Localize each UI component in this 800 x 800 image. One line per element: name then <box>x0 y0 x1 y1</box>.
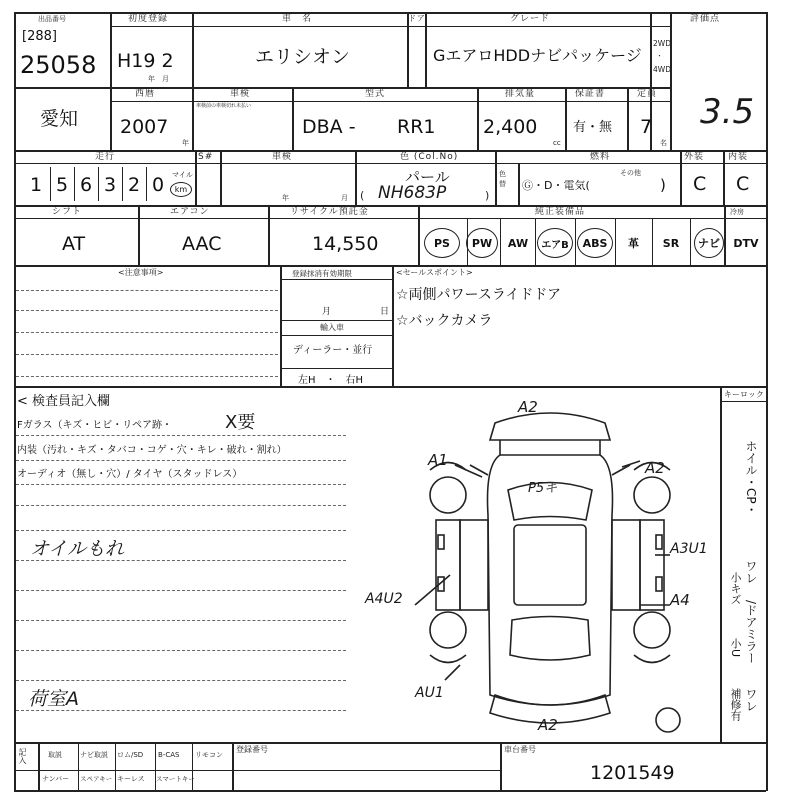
side-note-1: ホイル・CP・ <box>744 440 758 516</box>
rule <box>192 12 194 87</box>
damage-mark: A4 <box>670 591 690 609</box>
rule <box>280 368 392 369</box>
rule <box>425 12 427 87</box>
drive-2wd: 2WD <box>653 39 671 48</box>
inspection-month-unit: 月 <box>341 194 348 202</box>
displacement-label: 排気量 <box>505 89 536 99</box>
import-label: 輸入車 <box>320 323 344 332</box>
option-dtv: DTV <box>733 236 759 250</box>
rule <box>110 26 670 27</box>
rule <box>78 742 79 790</box>
rule <box>565 87 567 150</box>
rule <box>74 167 75 201</box>
glass-mark: X要 <box>225 412 256 433</box>
mileage-unit-km: km <box>174 185 188 194</box>
inspection-year-unit: 年 <box>282 194 289 202</box>
acc-smart-key: スマートキー <box>156 775 195 783</box>
recycle-value: 14,550 <box>312 233 379 255</box>
rule <box>535 218 536 265</box>
rule <box>38 742 40 790</box>
car-name: エリシオン <box>255 46 351 68</box>
rule <box>146 167 147 201</box>
rule <box>14 265 766 267</box>
rule <box>14 12 766 14</box>
evaluation-score: 3.5 <box>700 92 755 132</box>
inspector-line-3: オーディオ（無し・穴）/ タイヤ（スタッドレス） <box>17 469 243 480</box>
chassis-number: 1201549 <box>590 762 675 784</box>
dotted-rule <box>16 484 346 485</box>
color-label: 色 (Col.No) <box>400 152 459 162</box>
lot-number: 25058 <box>20 51 97 79</box>
rule <box>14 87 670 89</box>
dotted-rule <box>16 650 346 651</box>
color-code: NH683P <box>378 183 447 203</box>
model-code: RR1 <box>397 116 436 138</box>
rule <box>14 790 766 792</box>
rule <box>495 150 497 205</box>
grade-label: グレード <box>510 14 551 24</box>
color-change-label: 色替 <box>499 170 506 188</box>
damage-mark: A2 <box>538 716 558 734</box>
side-note-7: 補修有 <box>729 688 742 721</box>
auction-venue-label: 出品番号 <box>38 15 66 23</box>
inspector-line-2: 内装（汚れ・キズ・タバコ・コゲ・穴・キレ・破れ・割れ） <box>17 445 287 456</box>
rule <box>98 167 99 201</box>
drive-4wd: 4WD <box>653 65 671 74</box>
chassis-label: 車台番号 <box>504 745 536 754</box>
acc-remote: リモコン <box>195 751 223 759</box>
fuel: Ⓖ・D・電気( <box>522 179 590 192</box>
damage-mark: A1 <box>428 451 448 469</box>
dotted-rule <box>16 460 346 461</box>
rule <box>195 150 197 205</box>
door-label: ドア <box>408 14 426 23</box>
mileage-label: 走行 <box>95 152 116 162</box>
side-note-4: /ドアミラー <box>744 600 758 665</box>
shift-value: AT <box>62 233 86 255</box>
aircon-value: AAC <box>182 233 222 255</box>
dotted-rule <box>16 710 346 711</box>
keylock-label: キーロック <box>724 390 764 399</box>
grade: GエアロHDDナビパッケージ <box>433 46 642 65</box>
rule <box>14 205 766 207</box>
rule <box>477 87 479 150</box>
handwritten-cargo: 荷室A <box>28 688 79 710</box>
bottom-left-label: 記入 <box>18 748 27 764</box>
rule <box>110 12 112 150</box>
dotted-rule <box>16 332 278 333</box>
rule <box>232 742 234 790</box>
car-name-label: 車 名 <box>282 14 313 24</box>
rule <box>723 150 725 205</box>
side-note-5: ワレ <box>744 688 758 712</box>
rule <box>392 265 394 386</box>
mileage-digit: 2 <box>128 174 141 196</box>
memo-label: 登録抹消有効期限 <box>292 269 352 278</box>
displacement: 2,400 <box>483 116 538 138</box>
color-paren-left: ( <box>360 189 365 202</box>
rule <box>14 770 500 771</box>
color-paren-right: ) <box>485 189 490 202</box>
damage-mark: AU1 <box>415 685 444 701</box>
rule <box>627 87 629 150</box>
car-damage-diagram <box>365 395 708 740</box>
cooler-label: 冷房 <box>730 208 744 216</box>
inspector-line-1: Fガラス（キズ・ヒビ・リペア跡・ <box>17 420 173 431</box>
rule <box>14 386 766 388</box>
memo-day: 日 <box>380 307 390 317</box>
damage-mark: A2 <box>518 398 538 416</box>
rule <box>14 742 766 744</box>
mileage-digit: 5 <box>56 174 69 196</box>
fuel-label: 燃料 <box>590 152 611 162</box>
dotted-rule <box>16 560 346 561</box>
sales-label: <セールスポイント> <box>396 268 473 277</box>
option-abs: ABS <box>577 228 613 258</box>
damage-mark: A3U1 <box>670 541 708 557</box>
handle-side: 左H ・ 右H <box>298 375 364 386</box>
options-label: 純正装備品 <box>535 207 586 217</box>
inspection-note: 車検前の車検切れ未払い <box>196 103 252 109</box>
rule <box>220 150 222 205</box>
dotted-rule <box>16 354 278 355</box>
mileage-digit: 1 <box>30 174 43 196</box>
capacity: 7 <box>640 116 653 138</box>
notes-label: <注意事項> <box>118 268 164 277</box>
first-reg: H19 2 <box>117 50 174 72</box>
dotted-rule <box>16 376 278 377</box>
recycle-label: リサイクル預託金 <box>290 207 369 217</box>
rule <box>518 163 520 205</box>
rule <box>575 218 576 265</box>
exterior-label: 外装 <box>684 152 705 162</box>
rule <box>280 320 392 321</box>
first-reg-label: 初度登録 <box>128 14 169 24</box>
capacity-unit: 名 <box>660 139 667 147</box>
shift-label: シフト <box>52 207 83 217</box>
mileage-unit-mile: マイル <box>172 171 193 179</box>
rule <box>280 279 392 280</box>
dotted-rule <box>16 680 346 681</box>
acc-rom: ロム/SD <box>117 751 144 759</box>
lot-code: [288] <box>22 29 57 44</box>
acc-spare-key: スペアキー <box>80 775 113 783</box>
dotted-rule <box>16 505 346 506</box>
option-sr: SR <box>662 236 680 250</box>
handwritten-oil-leak: オイルもれ <box>30 538 125 560</box>
first-reg-unit: 年 月 <box>148 75 169 83</box>
interior-grade: C <box>736 173 750 195</box>
acc-manual: 取説 <box>48 751 62 759</box>
mileage-digit: 0 <box>152 174 165 196</box>
exterior-grade: C <box>693 173 707 195</box>
option-ps: PS <box>424 228 460 258</box>
rule <box>122 167 123 201</box>
dotted-rule <box>16 310 278 311</box>
rule <box>14 163 766 164</box>
rule <box>110 101 670 102</box>
side-note-2: ワレ <box>744 560 758 584</box>
damage-mark: A4U2 <box>365 591 403 607</box>
sales-point-1: ☆両側パワースライドドア <box>396 287 562 303</box>
rule <box>680 150 682 205</box>
import-type: ディーラー・並行 <box>293 345 373 356</box>
aircon-label: エアコン <box>170 207 210 217</box>
rule <box>720 386 722 742</box>
acc-bcas: B-CAS <box>158 751 180 759</box>
drive-sep: ・ <box>656 52 663 60</box>
option-airbag: エアB <box>537 228 573 258</box>
rule <box>115 742 116 790</box>
year-unit: 年 <box>182 139 189 147</box>
option-pw: PW <box>466 228 498 258</box>
inspection-label-2: 車検 <box>272 152 293 162</box>
acc-navi-manual: ナビ取説 <box>80 751 108 759</box>
rule <box>50 167 51 201</box>
rule <box>670 12 672 150</box>
rule <box>138 205 140 265</box>
rule <box>355 150 357 205</box>
color-name: パール <box>405 168 450 186</box>
acc-number: ナンバー <box>42 775 70 783</box>
rule <box>14 12 16 791</box>
mileage-digit: 3 <box>104 174 117 196</box>
year-label: 西暦 <box>135 89 156 99</box>
damage-mark: A2 <box>645 459 665 477</box>
dotted-rule <box>16 620 346 621</box>
inspection-label: 車検 <box>230 89 251 99</box>
sales-point-2: ☆バックカメラ <box>396 313 493 329</box>
fuel-other: その他 <box>620 169 641 177</box>
rule <box>292 87 294 150</box>
rule <box>720 401 766 402</box>
dotted-rule <box>16 435 346 436</box>
damage-mark: P5キ <box>528 481 558 496</box>
mileage-unit-km-circle <box>170 182 192 197</box>
model-prefix: DBA - <box>302 116 356 138</box>
rule <box>407 12 409 87</box>
displacement-unit: cc <box>553 139 561 147</box>
rule <box>418 205 420 265</box>
model-label: 型式 <box>365 89 386 99</box>
model-year: 2007 <box>120 116 169 138</box>
rule <box>14 218 766 219</box>
rule <box>500 742 502 790</box>
fuel-close: ) <box>660 176 666 194</box>
warranty-label: 保証書 <box>575 89 606 99</box>
memo-month: 月 <box>322 307 332 317</box>
rule <box>268 205 270 265</box>
capacity-label: 定員 <box>637 89 658 99</box>
option-leather: 革 <box>628 237 639 250</box>
option-navi: ナビ <box>694 228 724 258</box>
option-aw: AW <box>507 236 529 250</box>
s-label: S# <box>198 152 214 162</box>
rule <box>280 265 282 386</box>
mileage-digit: 6 <box>80 174 93 196</box>
eval-label: 評価点 <box>690 14 721 24</box>
rule <box>14 150 766 152</box>
warranty: 有・無 <box>573 120 613 135</box>
side-note-6: 小U <box>729 638 742 658</box>
acc-keyless: キーレス <box>117 775 145 783</box>
rule <box>766 12 768 791</box>
inspector-label: < 検査員記入欄 <box>17 394 111 409</box>
prefecture: 愛知 <box>40 108 79 130</box>
rule <box>192 87 194 150</box>
side-note-3: 小キズ <box>729 572 742 605</box>
dotted-rule <box>16 530 346 531</box>
rule <box>280 335 392 336</box>
interior-label: 内装 <box>728 152 749 162</box>
reg-number-label: 登録番号 <box>236 745 268 754</box>
dotted-rule <box>16 590 346 591</box>
dotted-rule <box>16 290 278 291</box>
rule <box>690 218 691 265</box>
